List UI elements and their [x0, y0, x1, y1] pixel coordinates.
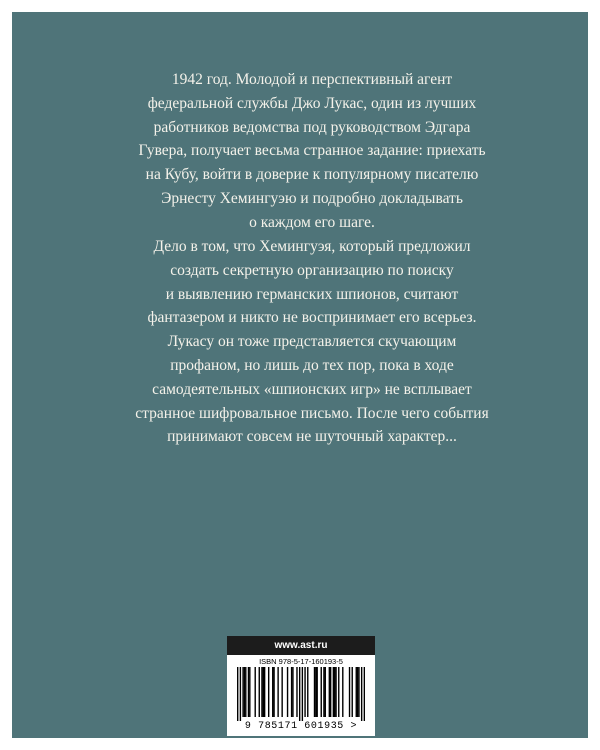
- barcode-bar: [255, 667, 256, 717]
- blurb-line: 1942 год. Молодой и перспективный агент: [171, 71, 453, 88]
- barcode-bar: [361, 667, 362, 721]
- barcode-bar: [342, 667, 343, 717]
- barcode-bar: [314, 667, 315, 717]
- barcode-bar: [268, 667, 269, 717]
- barcode-bar: [356, 667, 357, 717]
- blurb-line: и выявлению германских шпионов, считают: [165, 285, 459, 303]
- barcode-bar: [249, 667, 250, 717]
- barcode-bar: [237, 667, 238, 721]
- blurb-line: фантазером и никто не воспринимает его всерьез.: [147, 309, 477, 327]
- barcode-bar: [259, 667, 260, 717]
- barcode-bar: [330, 667, 331, 717]
- blurb-line: Эрнесту Хемингуэю и подробно докладывать: [161, 189, 463, 207]
- barcode-bar: [335, 667, 336, 717]
- barcode-bar: [302, 667, 303, 721]
- blurb-line: работников ведомства под руководством Эдгара: [153, 118, 471, 136]
- barcode-bar: [358, 667, 359, 717]
- blurb-line: Лукасу он тоже представляется скучающим: [167, 333, 457, 351]
- barcode-bar: [338, 667, 339, 717]
- publisher-website: www.ast.ru: [227, 636, 375, 655]
- barcode-bar: [281, 667, 282, 717]
- barcode-bar: [240, 667, 241, 721]
- isbn-text: ISBN 978-5-17-160193-5: [259, 657, 343, 666]
- back-cover: [12, 12, 588, 738]
- barcode-bar: [244, 667, 245, 717]
- barcode-bar: [272, 667, 273, 717]
- blurb-line: Гувера, получает весьма странное задание: приехать: [138, 142, 486, 160]
- barcode-bar: [287, 667, 288, 717]
- barcode-bar: [321, 667, 322, 717]
- barcode-bar: [334, 667, 335, 717]
- blurb-paragraph-2: [87, 235, 537, 449]
- blurb-line: принимают совсем не шуточный характер...: [167, 428, 457, 446]
- barcode-box: [227, 636, 375, 736]
- barcode-image: [237, 667, 365, 721]
- barcode-bar: [264, 667, 265, 717]
- barcode-bar: [273, 667, 274, 717]
- barcode-bar: [304, 667, 305, 717]
- barcode-digits: 9 785171 601935 >: [244, 721, 358, 732]
- barcode-bar: [315, 667, 316, 717]
- barcode-bar: [242, 667, 243, 717]
- barcode-bar: [296, 667, 297, 717]
- barcode-bar: [325, 667, 326, 717]
- barcode-bar: [307, 667, 308, 717]
- barcode-bar: [277, 667, 278, 717]
- barcode-bar: [323, 667, 324, 717]
- barcode-bar: [299, 667, 300, 721]
- blurb-line: профаном, но лишь до тех пор, пока в ходе: [170, 356, 454, 374]
- barcode-bar: [364, 667, 365, 721]
- barcode-bar: [292, 667, 293, 717]
- barcode-bar: [329, 667, 330, 717]
- barcode-bar: [291, 667, 292, 717]
- blurb-line: самодеятельных «шпионских игр» не всплывает: [152, 380, 472, 398]
- blurb-paragraph-1: [87, 68, 537, 235]
- blurb-line: на Кубу, войти в доверие к популярному писателю: [145, 166, 479, 184]
- barcode-bar: [261, 667, 262, 717]
- barcode-bar: [357, 667, 358, 717]
- barcode-bar: [316, 667, 317, 717]
- barcode-bar: [352, 667, 353, 717]
- blurb-line: странное шифровальное письмо. После чего события: [135, 404, 489, 422]
- blurb-line: о каждом его шаге.: [249, 213, 375, 231]
- blurb-line: Дело в том, что Хемингуэя, который предложил: [153, 238, 471, 255]
- blurb-line: федеральной службы Джо Лукас, один из лучших: [147, 94, 477, 112]
- blurb-line: создать секретную организацию по поиску: [170, 261, 454, 279]
- barcode-bar: [248, 667, 249, 717]
- barcode-bar: [245, 667, 246, 717]
- barcode-bar: [333, 667, 334, 717]
- barcode-bar: [349, 667, 350, 717]
- barcode-bar: [263, 667, 264, 717]
